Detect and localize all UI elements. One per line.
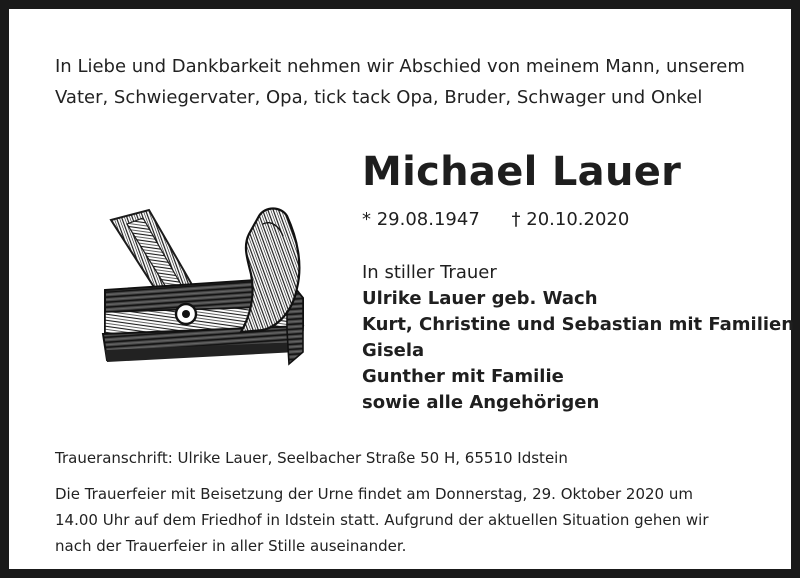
intro-text xyxy=(55,51,775,113)
mourning-lead: In stiller Trauer xyxy=(362,262,497,283)
life-dates xyxy=(362,209,629,230)
mourning-address: Traueranschrift: Ulrike Lauer, Seelbacher Straße 50 H, 65510 Idstein xyxy=(55,449,568,467)
mourner-name: sowie alle Angehörigen xyxy=(362,392,600,413)
wood-plane-icon xyxy=(91,202,313,372)
intro-line-1: In Liebe und Dankbarkeit nehmen wir Abschied von meinem Mann, unserem xyxy=(55,56,745,77)
service-notice xyxy=(55,481,755,559)
mourner-name: Kurt, Christine und Sebastian mit Familien xyxy=(362,314,795,335)
death-date: † 20.10.2020 xyxy=(511,209,630,230)
mourner-name: Gunther mit Familie xyxy=(362,366,564,387)
mourner-name: Gisela xyxy=(362,340,425,361)
obituary-card xyxy=(9,9,795,569)
deceased-name: Michael Lauer xyxy=(362,149,682,195)
service-line-1: Die Trauerfeier mit Beisetzung der Urne findet am Donnerstag, 29. Oktober 2020 um xyxy=(55,485,693,503)
mourner-name: Ulrike Lauer geb. Wach xyxy=(362,288,598,309)
intro-line-2: Vater, Schwiegervater, Opa, tick tack Opa, Bruder, Schwager und Onkel xyxy=(55,87,703,108)
service-line-2: 14.00 Uhr auf dem Friedhof in Idstein statt. Aufgrund der aktuellen Situation gehen wir xyxy=(55,511,709,529)
birth-date: * 29.08.1947 xyxy=(362,209,480,230)
service-line-3: nach der Trauerfeier in aller Stille auseinander. xyxy=(55,537,407,555)
mourners-list xyxy=(362,260,794,416)
